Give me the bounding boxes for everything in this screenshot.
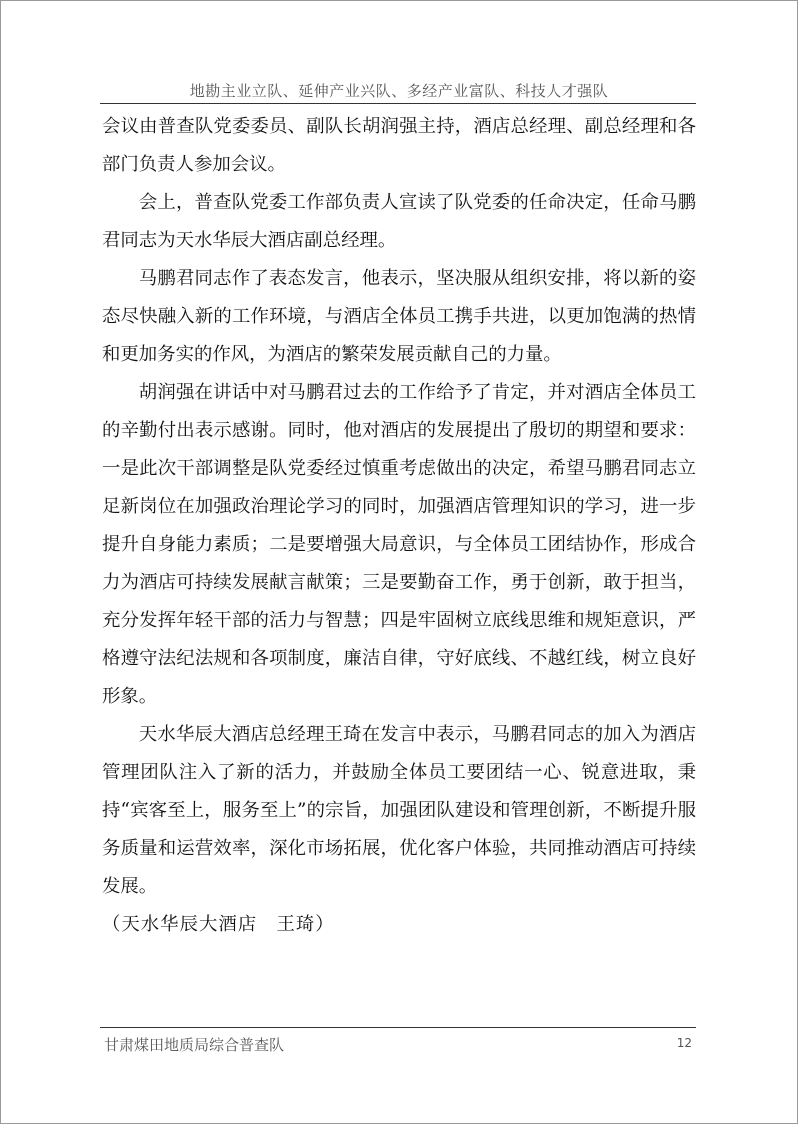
- paragraph-speech: 胡润强在讲话中对马鹏君过去的工作给予了肯定，并对酒店全体员工的辛勤付出表示感谢。同时，他对酒店的发展提出了殷切的期望和要求：一是此次干部调整是队党委经过慎重考虑做出的决定，希望马鹏君同志立足新岗位在加强政治理论学习的同时，加强酒店管理知识的学习，进一步提升自身能力素质；二是要增强大局意识，与全体员工团结协作，形成合力为酒店可持续发展献言献策；三是要勤奋工作，勇于创新，敢于担当，充分发挥年轻干部的活力与智慧；四是牢固树立底线思维和规矩意识，严格遵守法纪法规和各项制度，廉洁自律，守好底线、不越红线，树立良好形象。: [102, 382, 696, 707]
- footer-divider: [100, 1027, 696, 1028]
- page-number: 12: [676, 1036, 692, 1050]
- paragraph-continuation: 会议由普查队党委委员、副队长胡润强主持，酒店总经理、副总经理和各部门负责人参加会议。: [102, 116, 696, 175]
- article-body: [102, 108, 696, 944]
- paragraph-appointment: 会上，普查队党委工作部负责人宣读了队党委的任命决定，任命马鹏君同志为天水华辰大酒店副总经理。: [102, 192, 696, 251]
- paragraph-manager-remarks: 天水华辰大酒店总经理王琦在发言中表示，马鹏君同志的加入为酒店管理团队注入了新的活力，并鼓励全体员工要团结一心、锐意进取，秉持“宾客至上，服务至上”的宗旨，加强团队建设和管理创新，不断提升服务质量和运营效率，深化市场拓展，优化客户体验，共同推动酒店可持续发展。: [102, 724, 696, 897]
- header-slogan: 地勘主业立队、延伸产业兴队、多经产业富队、科技人才强队: [189, 82, 609, 100]
- footer-organization: 甘肃煤田地质局综合普查队: [104, 1036, 285, 1054]
- paragraph-statement: 马鹏君同志作了表态发言，他表示，坚决服从组织安排，将以新的姿态尽快融入新的工作环境，与酒店全体员工携手共进，以更加饱满的热情和更加务实的作风，为酒店的繁荣发展贡献自己的力量。: [102, 268, 696, 365]
- header-divider: [100, 103, 696, 104]
- author-signature: （天水华辰大酒店 王琦）: [102, 914, 335, 935]
